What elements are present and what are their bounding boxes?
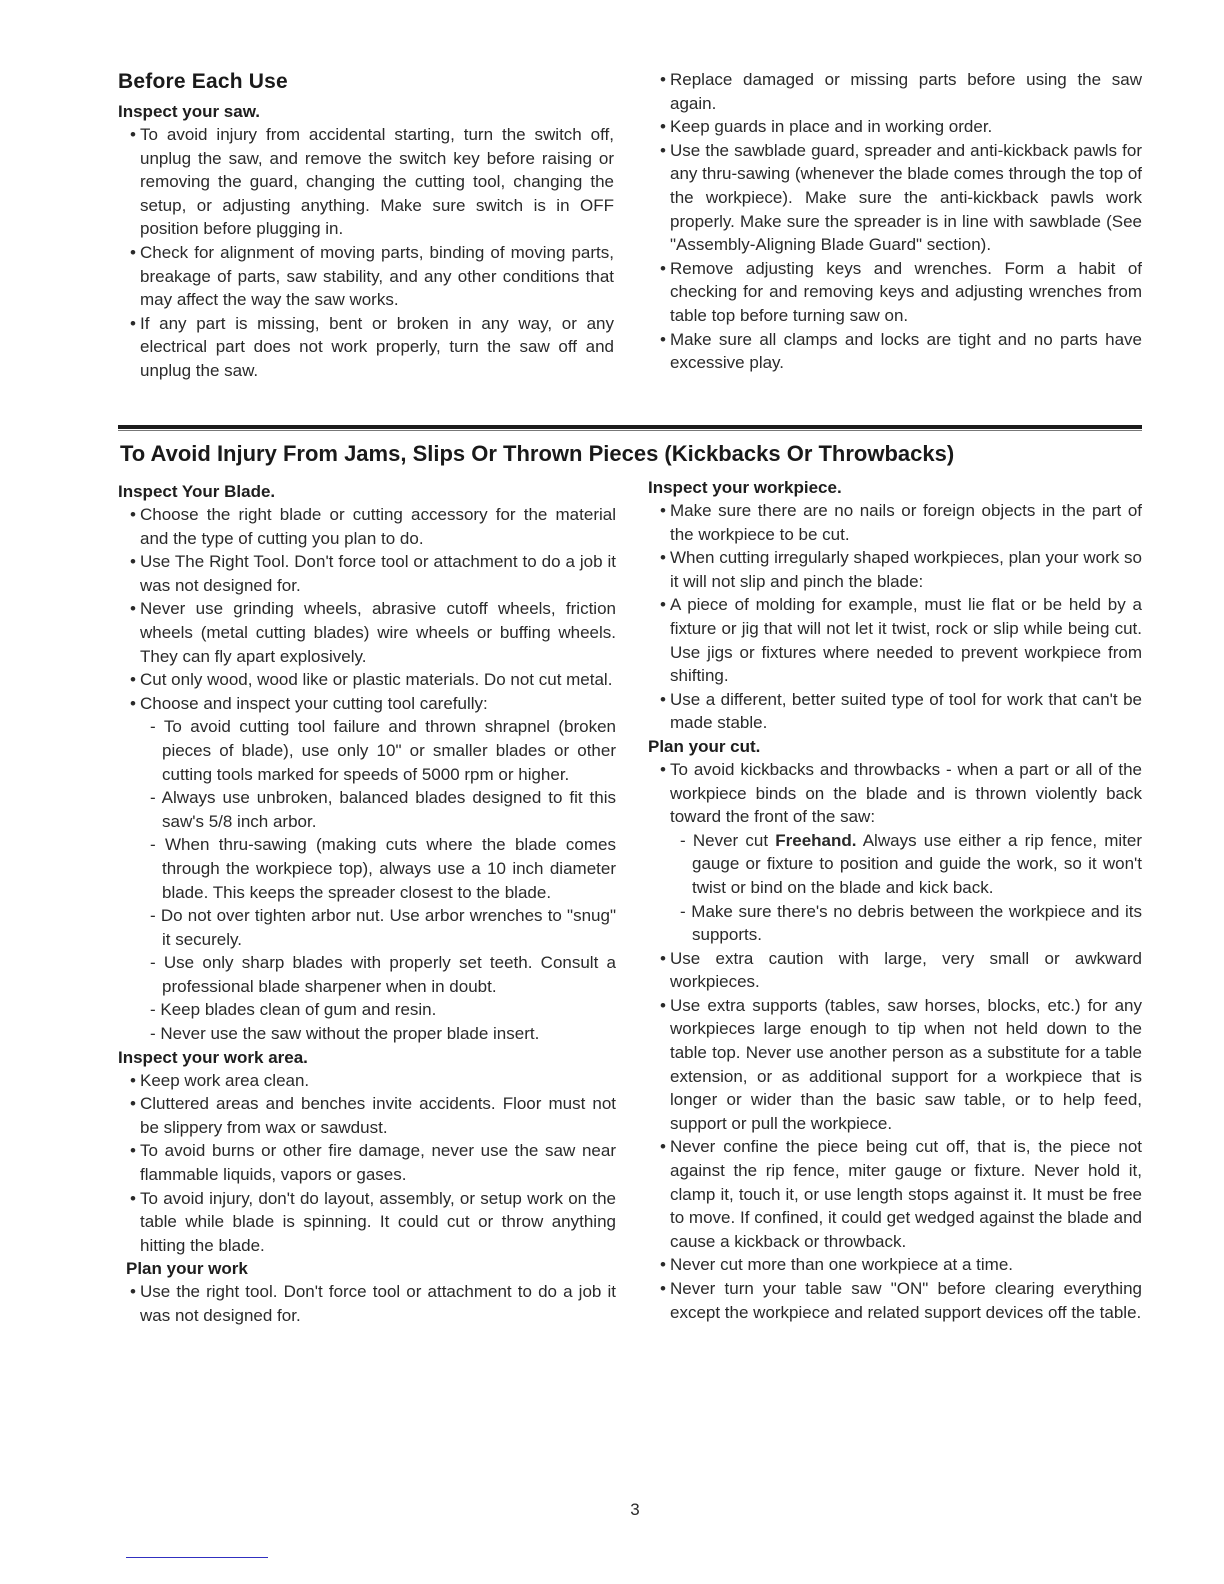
list-item: • To avoid kickbacks and throwbacks - when a part or all of the workpiece binds on the blade and is thrown violently back toward the front of the saw: (648, 758, 1142, 829)
before-each-use-title: Before Each Use (118, 70, 288, 93)
inspect-workpiece-heading: Inspect your workpiece. (648, 478, 842, 497)
list-item: • Check for alignment of moving parts, binding of moving parts, breakage of parts, saw stability, and any other conditions that may affect the way the saw works. (118, 241, 614, 312)
freehand-rest: Always use either a rip fence, miter gauge or fixture to position and guide the work, so it won't twist or bind on the blade and kick back. (692, 830, 1142, 897)
list-item: • Remove adjusting keys and wrenches. Form a habit of checking for and removing keys and adjusting wrenches from table top before turning saw on. (648, 257, 1142, 328)
list-item: • Cut only wood, wood like or plastic materials. Do not cut metal. (118, 668, 616, 692)
sub-list-item-freehand (648, 829, 1142, 900)
sub-list-item: - When thru-sawing (making cuts where the blade comes through the workpiece top), always use a 10 inch diameter blade. This keeps the spreader closest to the blade. (118, 833, 616, 904)
section-divider (118, 425, 1142, 429)
list-item: • If any part is missing, bent or broken in any way, or any electrical part does not work properly, turn the saw off and unplug the saw. (118, 312, 614, 383)
list-item: • Make sure there are no nails or foreign objects in the part of the workpiece to be cut. (648, 499, 1142, 546)
inspect-work-area-heading: Inspect your work area. (118, 1047, 308, 1067)
plan-work-heading: Plan your work (126, 1259, 248, 1279)
avoid-injury-left-column (118, 480, 616, 1328)
list-item: • Use The Right Tool. Don't force tool or attachment to do a job it was not designed for. (118, 550, 616, 597)
freehand-bold: Freehand. (775, 830, 857, 850)
inspect-blade-heading: Inspect Your Blade. (118, 482, 276, 501)
list-item: • Use the sawblade guard, spreader and anti-kickback pawls for any thru-sawing (whenever the blade comes through the top of the workpiece). Make sure the anti-kickback pawls work properly. Make sure the spreader is in line with sawblade (See "Assembly-Aligning Blade Guard" section). (648, 139, 1142, 257)
list-item: • Choose the right blade or cutting accessory for the material and the type of cutting you plan to do. (118, 503, 616, 550)
inspect-saw-heading: Inspect your saw. (118, 102, 261, 121)
list-item: • Use the right tool. Don't force tool or attachment to do a job it was not designed for. (118, 1280, 616, 1327)
list-item: • Cluttered areas and benches invite accidents. Floor must not be slippery from wax or sawdust. (118, 1092, 616, 1139)
list-item: • When cutting irregularly shaped workpieces, plan your work so it will not slip and pinch the blade: (648, 546, 1142, 593)
list-item: • Keep guards in place and in working order. (648, 115, 1142, 139)
sub-list-item: - Never use the saw without the proper blade insert. (118, 1022, 616, 1046)
avoid-injury-right-column (648, 476, 1142, 1324)
list-item: • Use a different, better suited type of tool for work that can't be made stable. (648, 688, 1142, 735)
sub-list-item: - Keep blades clean of gum and resin. (118, 998, 616, 1022)
page-number: 3 (630, 1500, 640, 1519)
freehand-prefix: Never cut (692, 830, 776, 850)
list-item: • To avoid injury from accidental starting, turn the switch off, unplug the saw, and remove the switch key before raising or removing the guard, changing the cutting tool, changing the setup, or adjusting anything. Make sure switch is in OFF position before plugging in. (118, 123, 614, 241)
list-item: • Make sure all clamps and locks are tight and no parts have excessive play. (648, 328, 1142, 375)
list-item: • Never confine the piece being cut off, that is, the piece not against the rip fence, miter gauge or fixture. Never hold it, clamp it, touch it, or use length stops against it. It must be free to move. If confined, it could get wedged against the blade and cause a kickback or throwback. (648, 1135, 1142, 1253)
sub-list-item: - Always use unbroken, balanced blades designed to fit this saw's 5/8 inch arbor. (118, 786, 616, 833)
list-item: • Never cut more than one workpiece at a time. (648, 1253, 1142, 1277)
list-item: • Keep work area clean. (118, 1069, 616, 1093)
plan-cut-heading: Plan your cut. (648, 736, 761, 756)
list-item: • Use extra caution with large, very small or awkward workpieces. (648, 947, 1142, 994)
section-divider-thin (118, 430, 1142, 431)
sub-list-item: - Do not over tighten arbor nut. Use arbor wrenches to "snug" it securely. (118, 904, 616, 951)
list-item: • A piece of molding for example, must lie flat or be held by a fixture or jig that will not let it twist, rock or slip while being cut. Use jigs or fixtures where needed to prevent workpiece from shifting. (648, 593, 1142, 687)
list-item: • Never turn your table saw "ON" before clearing everything except the workpiece and related support devices off the table. (648, 1277, 1142, 1324)
list-item: • Choose and inspect your cutting tool carefully: (118, 692, 616, 716)
list-item: • Replace damaged or missing parts before using the saw again. (648, 68, 1142, 115)
sub-list-item: - To avoid cutting tool failure and thrown shrapnel (broken pieces of blade), use only 10" or smaller blades or other cutting tools marked for speeds of 5000 rpm or higher. (118, 715, 616, 786)
list-item: • To avoid injury, don't do layout, assembly, or setup work on the table while blade is spinning. It could cut or throw anything hitting the blade. (118, 1187, 616, 1258)
avoid-injury-title: To Avoid Injury From Jams, Slips Or Thrown Pieces (Kickbacks Or Throwbacks) (120, 441, 955, 466)
list-item: • Use extra supports (tables, saw horses, blocks, etc.) for any workpieces large enough to tip when not held down to the table top. Never use another person as a substitute for a table extension, or as additional support for a workpiece that is longer or wider than the basic saw table, or to help feed, support or pull the workpiece. (648, 994, 1142, 1136)
list-item: • Never use grinding wheels, abrasive cutoff wheels, friction wheels (metal cutting blades) wire wheels or buffing wheels. They can fly apart explosively. (118, 597, 616, 668)
list-item: • To avoid burns or other fire damage, never use the saw near flammable liquids, vapors or gases. (118, 1139, 616, 1186)
before-each-use-right-column (648, 68, 1142, 375)
footer-rule (126, 1557, 268, 1558)
before-each-use-left-column (118, 70, 614, 383)
sub-list-item: - Make sure there's no debris between the workpiece and its supports. (648, 900, 1142, 947)
sub-list-item: - Use only sharp blades with properly set teeth. Consult a professional blade sharpener when in doubt. (118, 951, 616, 998)
